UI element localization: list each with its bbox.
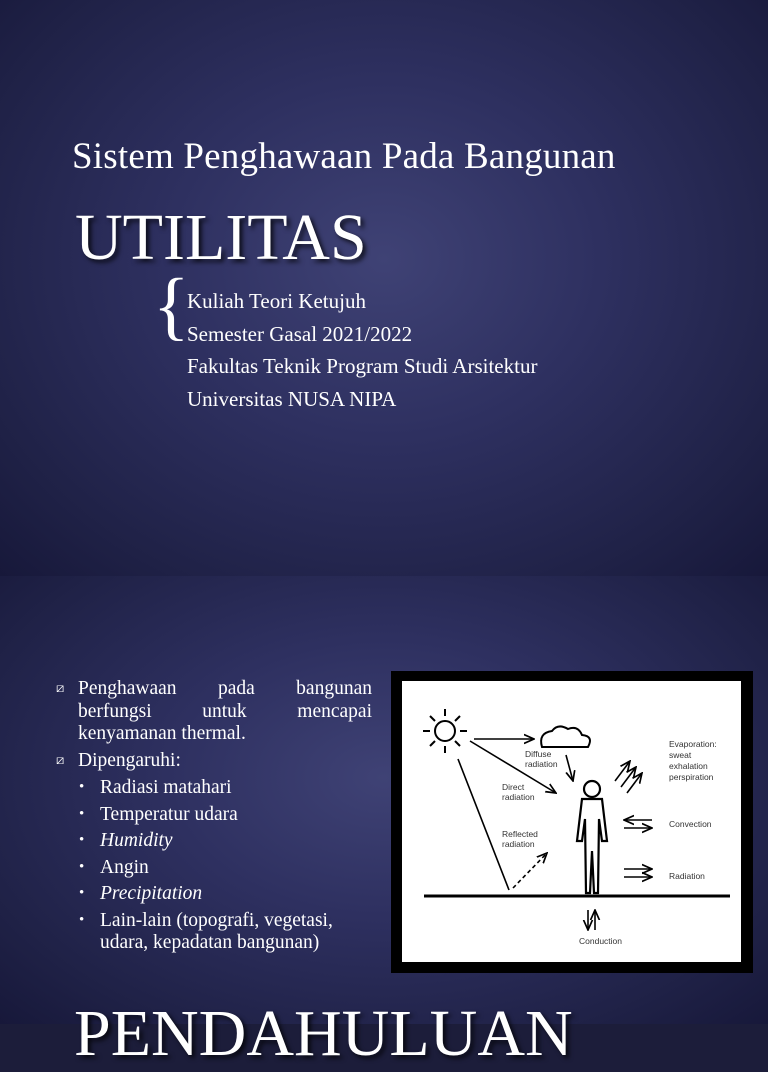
sub-bullet-dot-icon: • [79, 911, 85, 928]
course-info [187, 285, 537, 415]
evaporation-arrows-icon [615, 761, 642, 793]
bullet-text: Dipengaruhi: [78, 749, 181, 771]
sub-bullet-item [56, 883, 372, 906]
sub-bullet-dot-icon: • [79, 885, 85, 901]
bullet-list [56, 678, 372, 955]
sub-bullet-text: Temperatur udara [100, 803, 238, 825]
bullet-text: Penghawaan pada bangunan berfungsi untuk mencapai kenyamanan thermal. [78, 678, 372, 744]
bullet-marker-icon: ⧄ [56, 752, 65, 768]
info-line-university: Universitas NUSA NIPA [187, 386, 397, 411]
sub-bullet-text: Radiasi matahari [100, 777, 232, 798]
info-line-course: Kuliah Teori Ketujuh [187, 289, 366, 313]
label-diffuse: Diffuse [525, 749, 552, 759]
person-icon [577, 781, 607, 893]
reflected-radiation-arrow [513, 853, 547, 888]
info-line-semester: Semester Gasal 2021/2022 [187, 321, 413, 346]
diagram-svg [402, 681, 741, 962]
bullet-item [56, 750, 372, 773]
sub-bullet-item [56, 857, 372, 880]
label-exhalation: exhalation [669, 761, 708, 771]
brace-symbol: { [153, 264, 190, 348]
sub-bullet-text: Humidity [100, 830, 173, 851]
label-direct: Direct [502, 782, 525, 792]
label-diffuse-radiation: radiation [525, 759, 558, 769]
sub-bullet-item [56, 804, 372, 827]
sub-bullet-dot-icon: • [79, 832, 85, 848]
cloud-icon [541, 726, 590, 747]
sub-bullet-text: Angin [100, 856, 149, 878]
label-conduction: Conduction [579, 936, 623, 946]
label-direct-radiation: radiation [502, 792, 535, 802]
label-radiation: Radiation [669, 871, 705, 881]
bullet-marker-icon: ⧄ [56, 681, 65, 696]
sub-bullet-dot-icon: • [79, 779, 85, 795]
sub-bullet-dot-icon: • [79, 805, 85, 822]
bullet-item [56, 678, 372, 746]
thermal-comfort-diagram [391, 671, 753, 973]
sun-icon [423, 709, 467, 753]
label-evaporation: Evaporation: [669, 739, 717, 749]
sub-bullet-dot-icon: • [79, 858, 85, 875]
sun-to-ground-arrow [458, 759, 509, 890]
slide-subtitle: Sistem Penghawaan Pada Bangunan [72, 136, 616, 177]
sub-bullet-text: Lain-lain (topografi, vegetasi, udara, kepadatan bangunan) [100, 909, 333, 953]
sub-bullet-item [56, 777, 372, 800]
sub-bullet-text: Precipitation [100, 883, 203, 904]
sub-bullet-item [56, 830, 372, 853]
cloud-to-person-arrow [566, 755, 573, 781]
info-line-faculty: Fakultas Teknik Program Studi Arsitektur [187, 354, 538, 378]
slide-title: UTILITAS [75, 201, 367, 274]
label-perspiration: perspiration [669, 772, 714, 782]
label-reflected-radiation: radiation [502, 839, 535, 849]
label-reflected: Reflected [502, 829, 538, 839]
label-convection: Convection [669, 819, 712, 829]
label-sweat: sweat [669, 750, 692, 760]
next-slide-title: PENDAHULUAN [74, 997, 573, 1070]
sub-bullet-item [56, 910, 372, 955]
